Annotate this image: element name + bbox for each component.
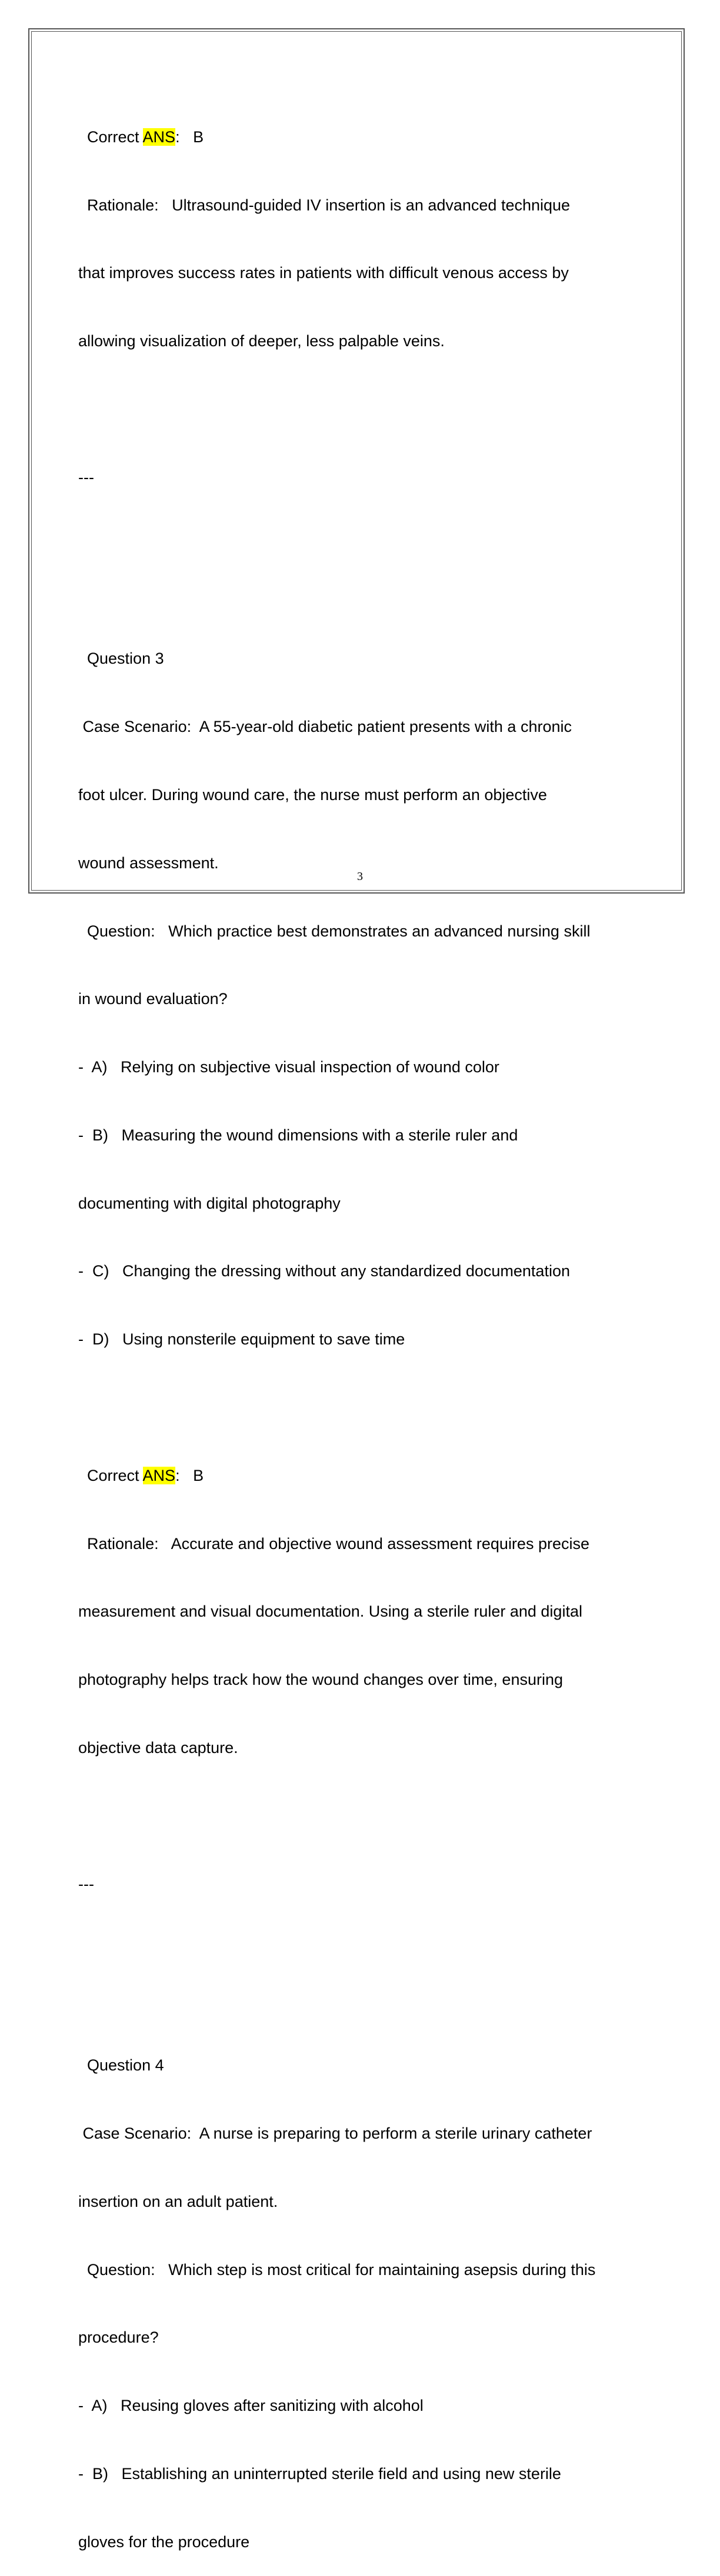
- document-body: [78, 58, 643, 2576]
- case-scenario-line: Case Scenario: A 55-year-old diabetic patient presents with a chronic: [78, 718, 572, 736]
- option-b-continued: gloves for the procedure: [78, 2532, 250, 2551]
- blank-line: [78, 398, 643, 421]
- case-scenario-line: insertion on an adult patient.: [78, 2192, 278, 2210]
- rationale-line: that improves success rates in patients with difficult venous access by: [78, 264, 569, 282]
- rationale-line: objective data capture.: [78, 1738, 238, 1757]
- blank-line: [78, 534, 643, 557]
- question-title: Question 4: [78, 2056, 164, 2075]
- option-a: - A) Relying on subjective visual inspection of wound color: [78, 1058, 499, 1076]
- question-line: Question: Which step is most critical for maintaining asepsis during this: [78, 2260, 596, 2279]
- rationale-line: measurement and visual documentation. Using a sterile ruler and digital: [78, 1603, 582, 1621]
- question-line: in wound evaluation?: [78, 990, 228, 1008]
- ans-highlight: ANS: [142, 128, 176, 146]
- blank-line: [78, 1805, 643, 1828]
- question-line: Question: Which practice best demonstrates an advanced nursing skill: [78, 922, 591, 940]
- separator: ---: [78, 1875, 94, 1893]
- rationale-line: Rationale: Ultrasound-guided IV insertion is an advanced technique: [78, 196, 571, 214]
- question-title: Question 3: [78, 650, 164, 668]
- option-b: - B) Establishing an uninterrupted sterile field and using new sterile: [78, 2464, 561, 2483]
- blank-line: [78, 1396, 643, 1419]
- option-a: - A) Reusing gloves after sanitizing with alcohol: [78, 2397, 424, 2415]
- correct-answer-line: Correct ANS: B: [78, 1466, 204, 1484]
- case-scenario-line: foot ulcer. During wound care, the nurse must perform an objective: [78, 786, 547, 804]
- case-scenario-line: Case Scenario: A nurse is preparing to perform a sterile urinary catheter: [78, 2125, 592, 2143]
- blank-line: [78, 1941, 643, 1963]
- rationale-line: allowing visualization of deeper, less palpable veins.: [78, 332, 445, 350]
- case-scenario-line: wound assessment.: [78, 854, 219, 872]
- page-number: 3: [357, 870, 363, 883]
- ans-highlight: ANS: [142, 1466, 176, 1484]
- correct-answer-line: Correct ANS: B: [78, 128, 204, 146]
- option-d: - D) Using nonsterile equipment to save time: [78, 1330, 405, 1349]
- separator: ---: [78, 468, 94, 486]
- rationale-line: photography helps track how the wound changes over time, ensuring: [78, 1671, 564, 1689]
- option-b: - B) Measuring the wound dimensions with a sterile ruler and: [78, 1126, 518, 1144]
- question-line: procedure?: [78, 2329, 159, 2347]
- option-b-continued: documenting with digital photography: [78, 1194, 341, 1212]
- rationale-line: Rationale: Accurate and objective wound assessment requires precise: [78, 1534, 589, 1553]
- option-c: - C) Changing the dressing without any standardized documentation: [78, 1262, 570, 1280]
